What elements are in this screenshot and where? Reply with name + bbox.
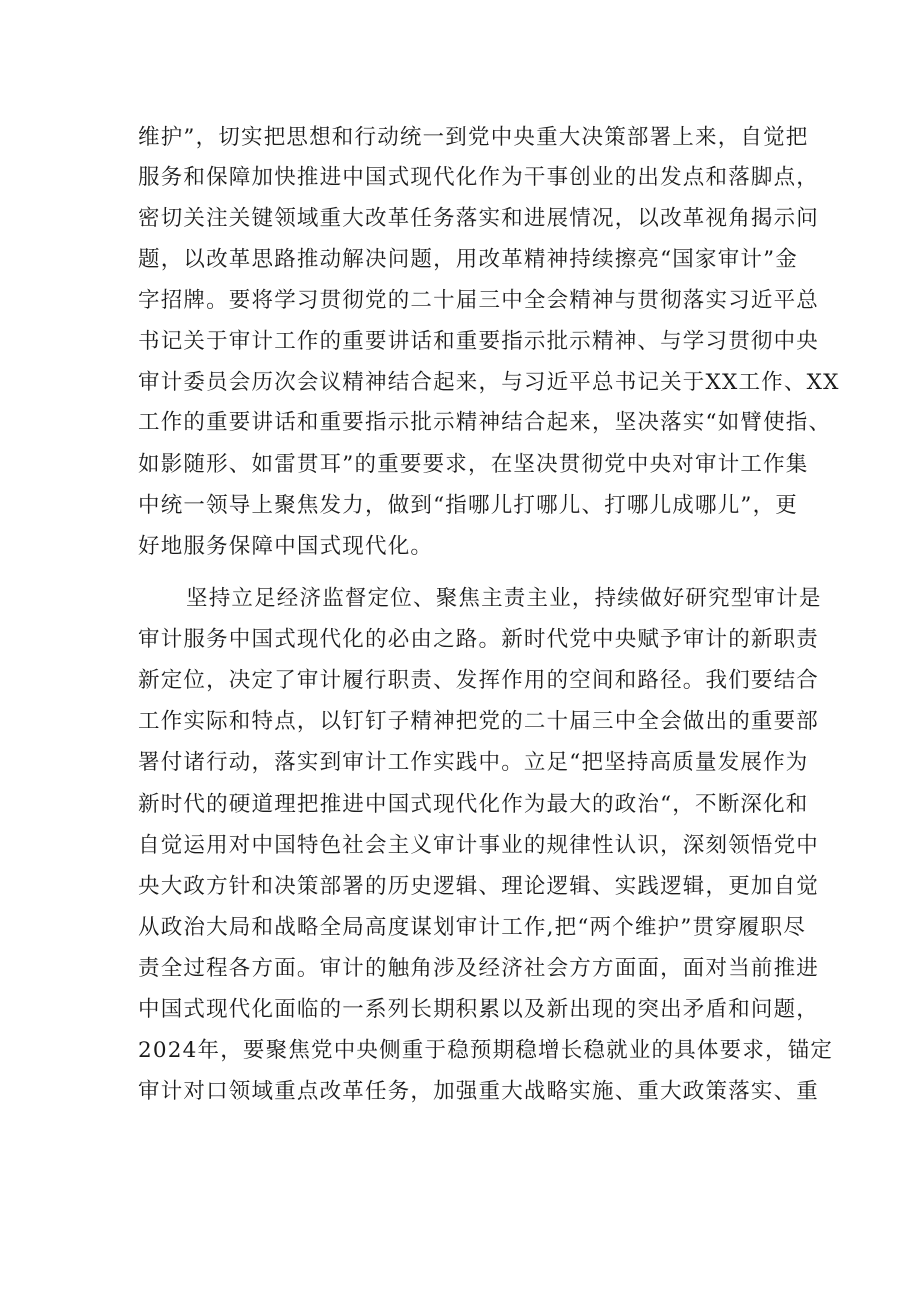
paragraph-line: 署付诸行动，落实到审计工作实践中。立足“把坚持高质量发展作为	[138, 750, 809, 775]
paragraph-line: 新定位，决定了审计履行职责、发挥作用的空间和路径。我们要结合	[138, 668, 820, 693]
paragraph-line: 2024年，要聚焦党中央侧重于稳预期稳增长稳就业的具体要求，锚定	[138, 1038, 834, 1063]
paragraph-line: 维护”，切实把思想和行动统一到党中央重大决策部署上来，自觉把	[138, 125, 809, 150]
paragraph-line: 工作实际和特点，以钉钉子精神把党的二十届三中全会做出的重要部	[138, 709, 820, 734]
paragraph-line: 工作的重要讲话和重要指示批示精神结合起来，坚决落实“如臂使指、	[138, 410, 832, 435]
paragraph-first-line: 坚持立足经济监督定位、聚焦主责主业，持续做好研究型审计是	[186, 586, 822, 611]
paragraph-line: 中国式现代化面临的一系列长期积累以及新出现的突出矛盾和问题，	[138, 997, 820, 1022]
paragraph-line: 好地服务保障中国式现代化。	[138, 534, 434, 559]
paragraph-line: 审计服务中国式现代化的必由之路。新时代党中央赋予审计的新职责	[138, 627, 820, 652]
paragraph-line: 中统一领导上聚焦发力，做到“指哪儿打哪儿、打哪儿成哪儿”，更	[138, 493, 798, 518]
paragraph-line: 书记关于审计工作的重要讲话和重要指示批示精神、与学习贯彻中央	[138, 329, 820, 354]
paragraph-line: 审计对口领域重点改革任务，加强重大战略实施、重大政策落实、重	[138, 1079, 820, 1104]
paragraph-line: 服务和保障加快推进中国式现代化作为干事创业的出发点和落脚点，	[138, 165, 820, 190]
paragraph-line: 新时代的硬道理把推进中国式现代化作为最大的政治“，不断深化和	[138, 792, 809, 817]
paragraph-line: 字招牌。要将学习贯彻党的二十届三中全会精神与贯彻落实习近平总	[138, 288, 820, 313]
paragraph-line: 责全过程各方面。审计的触角涉及经济社会方方面面，面对当前推进	[138, 956, 820, 981]
paragraph-line: 从政治大局和战略全局高度谋划审计工作,把“两个维护”贯穿履职尽	[138, 915, 807, 940]
paragraph-line: 密切关注关键领域重大改革任务落实和进展情况，以改革视角揭示问	[138, 206, 820, 231]
paragraph-line: 央大政方针和决策部署的历史逻辑、理论逻辑、实践逻辑，更加自觉	[138, 874, 820, 899]
paragraph-line: 审计委员会历次会议精神结合起来，与习近平总书记关于XX工作、XX	[138, 370, 840, 395]
paragraph-line: 自觉运用对中国特色社会主义审计事业的规律性认识，深刻领悟党中	[138, 833, 820, 858]
paragraph-line: 如影随形、如雷贯耳”的重要要求，在坚决贯彻党中央对审计工作集	[138, 452, 809, 477]
paragraph-line: 题，以改革思路推动解决问题，用改革精神持续擦亮“国家审计”金	[138, 247, 798, 272]
